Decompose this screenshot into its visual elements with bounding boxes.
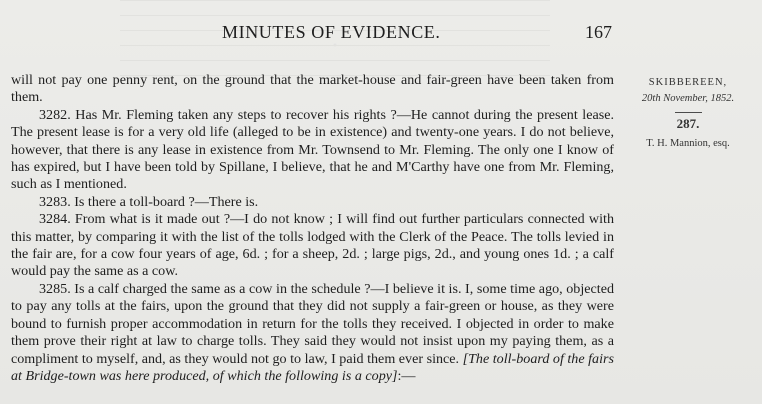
paragraph-3285-ending: :—	[397, 367, 416, 384]
page-number: 167	[585, 22, 612, 42]
paragraph-3284: 3284. From what is it made out ?—I do not know ; I will find out further particulars connected with this matter, by comparing it with the list of the tolls lodged with the Clerk of the Peace. The tolls levied in the fair are, for a cow four years of age, 6d. ; for a sheep, 2d. ; large pigs, 2d., and young ones 1d. ; a calf would pay the same as a cow.	[11, 211, 614, 280]
margin-date: 20th November, 1852.	[641, 93, 735, 104]
page-header-title: MINUTES OF EVIDENCE.	[222, 22, 441, 42]
margin-place: SKIBBEREEN,	[648, 77, 728, 88]
running-header	[0, 22, 762, 42]
paragraph-3283: 3283. Is there a toll-board ?—There is.	[39, 193, 259, 210]
continuation-paragraph: will not pay one penny rent, on the ground that the market-house and fair-green have been taken from them.	[11, 72, 614, 106]
margin-note	[617, 77, 759, 149]
paragraph-3285	[11, 281, 614, 385]
main-text	[11, 72, 614, 385]
italic-note: [The toll-board of the fairs at Bridge-town was here produced, of which the following is a copy]	[11, 350, 614, 384]
paragraph-3282: 3282. Has Mr. Fleming taken any steps to recover his rights ?—He cannot during the present lease. The present lease is for a very old life (alleged to be in existence) and twenty-one years. I do not believe, however, that there is any lease in existence from Mr. Townsend to Mr. Fleming. The only one I know of has expired, but I have been told by Spillane, I believe, that he and M'Carthy have one from Mr. Fleming, such as I mentioned.	[11, 106, 614, 193]
margin-witness: T. H. Mannion, esq.	[646, 138, 730, 149]
paragraph-3285-text: 3285. Is a calf charged the same as a cow in the schedule ?—I believe it is. I, some time ago, objected to pay any tolls at the fairs, upon the ground that they did not supply a fair-green or house, as they were bound to furnish proper accommodation in return for the tolls they received. I objected in order to make them prove their right at law to charge tolls. They said they would not insist upon my paying them, as a compliment to myself, and, as they would not go to law, I paid them ever since.	[11, 280, 614, 367]
margin-number: 287.	[675, 112, 702, 132]
